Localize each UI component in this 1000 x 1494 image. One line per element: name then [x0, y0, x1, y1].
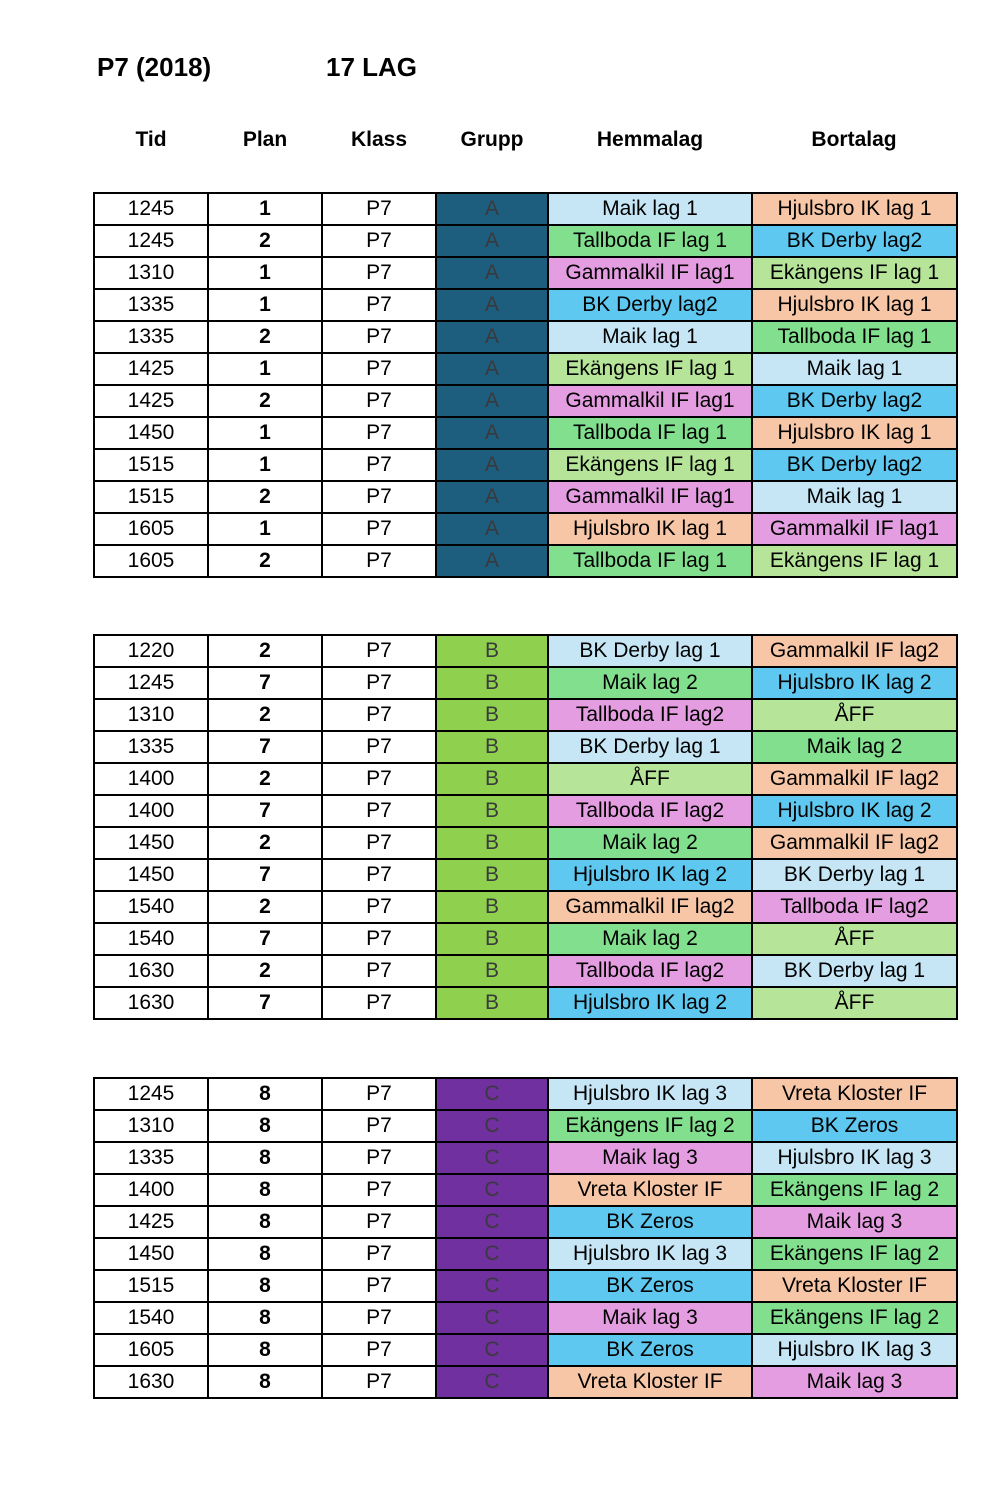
table-row	[94, 545, 957, 577]
cell-tid: 1605	[94, 545, 208, 577]
table-row	[94, 193, 957, 225]
cell-klass: P7	[322, 1078, 436, 1110]
cell-tid: 1515	[94, 449, 208, 481]
cell-hemmalag: Maik lag 2	[548, 827, 752, 859]
cell-bortalag: Tallboda IF lag2	[752, 891, 957, 923]
cell-grupp: B	[436, 891, 548, 923]
cell-hemmalag: Gammalkil IF lag2	[548, 891, 752, 923]
cell-hemmalag: BK Derby lag 1	[548, 731, 752, 763]
cell-hemmalag: Hjulsbro IK lag 1	[548, 513, 752, 545]
cell-tid: 1450	[94, 417, 208, 449]
cell-plan: 2	[208, 225, 322, 257]
cell-klass: P7	[322, 1334, 436, 1366]
cell-bortalag: BK Zeros	[752, 1110, 957, 1142]
cell-plan: 8	[208, 1206, 322, 1238]
table-row	[94, 1238, 957, 1270]
cell-bortalag: ÅFF	[752, 923, 957, 955]
cell-klass: P7	[322, 699, 436, 731]
cell-bortalag: Gammalkil IF lag2	[752, 635, 957, 667]
cell-grupp: C	[436, 1238, 548, 1270]
cell-tid: 1310	[94, 257, 208, 289]
cell-grupp: B	[436, 827, 548, 859]
cell-plan: 2	[208, 385, 322, 417]
cell-bortalag: Gammalkil IF lag1	[752, 513, 957, 545]
cell-tid: 1540	[94, 1302, 208, 1334]
cell-hemmalag: Maik lag 2	[548, 923, 752, 955]
cell-bortalag: Maik lag 1	[752, 353, 957, 385]
cell-hemmalag: Maik lag 1	[548, 321, 752, 353]
cell-plan: 1	[208, 257, 322, 289]
cell-tid: 1425	[94, 1206, 208, 1238]
table-row	[94, 1334, 957, 1366]
cell-plan: 8	[208, 1270, 322, 1302]
cell-grupp: C	[436, 1206, 548, 1238]
cell-grupp: B	[436, 731, 548, 763]
table-row	[94, 923, 957, 955]
cell-plan: 7	[208, 859, 322, 891]
cell-bortalag: Ekängens IF lag 2	[752, 1174, 957, 1206]
cell-tid: 1335	[94, 731, 208, 763]
cell-tid: 1630	[94, 987, 208, 1019]
table-row	[94, 635, 957, 667]
cell-grupp: A	[436, 385, 548, 417]
cell-grupp: C	[436, 1334, 548, 1366]
cell-bortalag: Hjulsbro IK lag 2	[752, 795, 957, 827]
cell-hemmalag: Vreta Kloster IF	[548, 1366, 752, 1398]
table-row	[94, 1078, 957, 1110]
cell-klass: P7	[322, 481, 436, 513]
cell-plan: 8	[208, 1110, 322, 1142]
cell-klass: P7	[322, 1302, 436, 1334]
cell-klass: P7	[322, 795, 436, 827]
cell-plan: 2	[208, 699, 322, 731]
cell-plan: 2	[208, 763, 322, 795]
cell-klass: P7	[322, 891, 436, 923]
cell-bortalag: Hjulsbro IK lag 1	[752, 193, 957, 225]
cell-plan: 1	[208, 353, 322, 385]
cell-grupp: B	[436, 763, 548, 795]
cell-hemmalag: Tallboda IF lag2	[548, 955, 752, 987]
cell-bortalag: BK Derby lag2	[752, 449, 957, 481]
cell-plan: 8	[208, 1174, 322, 1206]
cell-hemmalag: Ekängens IF lag 2	[548, 1110, 752, 1142]
table-row	[94, 1174, 957, 1206]
cell-bortalag: BK Derby lag 1	[752, 859, 957, 891]
cell-grupp: C	[436, 1174, 548, 1206]
cell-bortalag: Gammalkil IF lag2	[752, 827, 957, 859]
table-row	[94, 1110, 957, 1142]
cell-tid: 1630	[94, 955, 208, 987]
cell-plan: 2	[208, 545, 322, 577]
cell-grupp: B	[436, 987, 548, 1019]
cell-hemmalag: Tallboda IF lag 1	[548, 417, 752, 449]
cell-bortalag: BK Derby lag 1	[752, 955, 957, 987]
table-row	[94, 699, 957, 731]
table-row	[94, 763, 957, 795]
cell-bortalag: Hjulsbro IK lag 3	[752, 1334, 957, 1366]
cell-klass: P7	[322, 1238, 436, 1270]
cell-bortalag: Ekängens IF lag 1	[752, 257, 957, 289]
cell-tid: 1630	[94, 1366, 208, 1398]
cell-tid: 1335	[94, 321, 208, 353]
cell-hemmalag: Maik lag 2	[548, 667, 752, 699]
page-title: P7 (2018)	[97, 52, 212, 82]
cell-bortalag: Ekängens IF lag 2	[752, 1238, 957, 1270]
cell-klass: P7	[322, 859, 436, 891]
cell-klass: P7	[322, 225, 436, 257]
cell-hemmalag: Hjulsbro IK lag 3	[548, 1238, 752, 1270]
cell-tid: 1605	[94, 513, 208, 545]
cell-tid: 1425	[94, 353, 208, 385]
table-row	[94, 891, 957, 923]
cell-plan: 1	[208, 449, 322, 481]
cell-hemmalag: BK Zeros	[548, 1206, 752, 1238]
cell-bortalag: Vreta Kloster IF	[752, 1078, 957, 1110]
cell-klass: P7	[322, 955, 436, 987]
cell-plan: 7	[208, 795, 322, 827]
column-header-grupp: Grupp	[460, 128, 524, 151]
cell-plan: 7	[208, 731, 322, 763]
cell-hemmalag: Gammalkil IF lag1	[548, 385, 752, 417]
cell-tid: 1450	[94, 827, 208, 859]
cell-tid: 1310	[94, 1110, 208, 1142]
table-row	[94, 225, 957, 257]
table-row	[94, 289, 957, 321]
table-row	[94, 955, 957, 987]
cell-tid: 1400	[94, 1174, 208, 1206]
cell-tid: 1605	[94, 1334, 208, 1366]
cell-grupp: C	[436, 1078, 548, 1110]
cell-tid: 1450	[94, 859, 208, 891]
cell-grupp: A	[436, 289, 548, 321]
cell-klass: P7	[322, 193, 436, 225]
cell-tid: 1400	[94, 763, 208, 795]
cell-bortalag: Gammalkil IF lag2	[752, 763, 957, 795]
cell-hemmalag: BK Zeros	[548, 1334, 752, 1366]
team-count: 17 LAG	[326, 52, 418, 82]
cell-klass: P7	[322, 353, 436, 385]
cell-klass: P7	[322, 923, 436, 955]
cell-plan: 8	[208, 1334, 322, 1366]
cell-tid: 1335	[94, 1142, 208, 1174]
cell-grupp: C	[436, 1142, 548, 1174]
cell-grupp: C	[436, 1302, 548, 1334]
cell-tid: 1245	[94, 667, 208, 699]
cell-klass: P7	[322, 257, 436, 289]
cell-grupp: A	[436, 321, 548, 353]
table-row	[94, 1302, 957, 1334]
cell-bortalag: Ekängens IF lag 1	[752, 545, 957, 577]
column-header-klass: Klass	[350, 128, 408, 151]
cell-plan: 2	[208, 481, 322, 513]
cell-grupp: C	[436, 1110, 548, 1142]
column-header-hemmalag: Hemmalag	[596, 128, 704, 151]
cell-grupp: C	[436, 1366, 548, 1398]
cell-hemmalag: BK Derby lag 1	[548, 635, 752, 667]
table-row	[94, 481, 957, 513]
cell-plan: 2	[208, 955, 322, 987]
cell-grupp: A	[436, 417, 548, 449]
cell-bortalag: Hjulsbro IK lag 2	[752, 667, 957, 699]
cell-plan: 2	[208, 827, 322, 859]
cell-bortalag: Hjulsbro IK lag 1	[752, 289, 957, 321]
cell-bortalag: Ekängens IF lag 2	[752, 1302, 957, 1334]
cell-tid: 1515	[94, 481, 208, 513]
table-row	[94, 321, 957, 353]
cell-bortalag: Maik lag 3	[752, 1206, 957, 1238]
cell-grupp: B	[436, 955, 548, 987]
column-header-plan: Plan	[242, 128, 288, 151]
cell-tid: 1310	[94, 699, 208, 731]
cell-grupp: A	[436, 353, 548, 385]
cell-hemmalag: ÅFF	[548, 763, 752, 795]
cell-plan: 2	[208, 635, 322, 667]
cell-klass: P7	[322, 417, 436, 449]
table-row	[94, 1366, 957, 1398]
table-row	[94, 827, 957, 859]
cell-grupp: A	[436, 513, 548, 545]
cell-grupp: B	[436, 795, 548, 827]
cell-bortalag: Tallboda IF lag 1	[752, 321, 957, 353]
cell-hemmalag: BK Zeros	[548, 1270, 752, 1302]
cell-hemmalag: Maik lag 3	[548, 1142, 752, 1174]
cell-plan: 8	[208, 1142, 322, 1174]
cell-grupp: A	[436, 257, 548, 289]
cell-tid: 1450	[94, 1238, 208, 1270]
cell-grupp: A	[436, 449, 548, 481]
cell-tid: 1425	[94, 385, 208, 417]
cell-bortalag: Maik lag 2	[752, 731, 957, 763]
column-header-tid: Tid	[135, 128, 167, 151]
cell-hemmalag: Hjulsbro IK lag 3	[548, 1078, 752, 1110]
table-row	[94, 731, 957, 763]
cell-plan: 8	[208, 1302, 322, 1334]
table-row	[94, 385, 957, 417]
cell-klass: P7	[322, 321, 436, 353]
group-c-table	[93, 1077, 958, 1399]
cell-hemmalag: Ekängens IF lag 1	[548, 353, 752, 385]
cell-grupp: B	[436, 667, 548, 699]
cell-tid: 1245	[94, 225, 208, 257]
cell-klass: P7	[322, 635, 436, 667]
cell-hemmalag: Ekängens IF lag 1	[548, 449, 752, 481]
cell-plan: 1	[208, 289, 322, 321]
cell-plan: 2	[208, 321, 322, 353]
cell-klass: P7	[322, 385, 436, 417]
cell-hemmalag: Tallboda IF lag 1	[548, 225, 752, 257]
cell-grupp: A	[436, 225, 548, 257]
cell-klass: P7	[322, 763, 436, 795]
table-row	[94, 1270, 957, 1302]
cell-klass: P7	[322, 1366, 436, 1398]
cell-klass: P7	[322, 1110, 436, 1142]
cell-klass: P7	[322, 667, 436, 699]
cell-grupp: B	[436, 859, 548, 891]
cell-grupp: B	[436, 635, 548, 667]
cell-plan: 8	[208, 1078, 322, 1110]
cell-klass: P7	[322, 289, 436, 321]
cell-hemmalag: Tallboda IF lag2	[548, 795, 752, 827]
cell-hemmalag: Vreta Kloster IF	[548, 1174, 752, 1206]
cell-hemmalag: Hjulsbro IK lag 2	[548, 859, 752, 891]
cell-hemmalag: BK Derby lag2	[548, 289, 752, 321]
cell-tid: 1335	[94, 289, 208, 321]
table-row	[94, 987, 957, 1019]
cell-klass: P7	[322, 827, 436, 859]
cell-hemmalag: Maik lag 1	[548, 193, 752, 225]
cell-bortalag: BK Derby lag2	[752, 385, 957, 417]
cell-plan: 1	[208, 193, 322, 225]
cell-plan: 7	[208, 923, 322, 955]
table-row	[94, 795, 957, 827]
table-row	[94, 667, 957, 699]
table-row	[94, 1142, 957, 1174]
cell-tid: 1245	[94, 193, 208, 225]
cell-bortalag: Maik lag 3	[752, 1366, 957, 1398]
cell-hemmalag: Gammalkil IF lag1	[548, 257, 752, 289]
table-row	[94, 513, 957, 545]
cell-klass: P7	[322, 545, 436, 577]
cell-tid: 1220	[94, 635, 208, 667]
group-a-table	[93, 192, 958, 578]
cell-klass: P7	[322, 1270, 436, 1302]
cell-klass: P7	[322, 987, 436, 1019]
cell-plan: 8	[208, 1238, 322, 1270]
cell-plan: 2	[208, 891, 322, 923]
cell-klass: P7	[322, 1174, 436, 1206]
column-header-bortalag: Bortalag	[811, 128, 897, 151]
cell-grupp: B	[436, 699, 548, 731]
cell-grupp: A	[436, 545, 548, 577]
cell-plan: 8	[208, 1366, 322, 1398]
cell-plan: 1	[208, 513, 322, 545]
column-header-row	[94, 128, 956, 158]
cell-bortalag: Maik lag 1	[752, 481, 957, 513]
cell-grupp: C	[436, 1270, 548, 1302]
cell-plan: 1	[208, 417, 322, 449]
cell-bortalag: Hjulsbro IK lag 1	[752, 417, 957, 449]
cell-plan: 7	[208, 987, 322, 1019]
cell-klass: P7	[322, 731, 436, 763]
cell-klass: P7	[322, 449, 436, 481]
table-row	[94, 257, 957, 289]
cell-tid: 1540	[94, 923, 208, 955]
table-row	[94, 859, 957, 891]
cell-tid: 1540	[94, 891, 208, 923]
cell-grupp: A	[436, 193, 548, 225]
cell-klass: P7	[322, 1142, 436, 1174]
table-row	[94, 353, 957, 385]
table-row	[94, 417, 957, 449]
cell-klass: P7	[322, 1206, 436, 1238]
cell-tid: 1400	[94, 795, 208, 827]
table-row	[94, 449, 957, 481]
cell-klass: P7	[322, 513, 436, 545]
cell-bortalag: BK Derby lag2	[752, 225, 957, 257]
cell-hemmalag: Tallboda IF lag 1	[548, 545, 752, 577]
group-b-table	[93, 634, 958, 1020]
cell-hemmalag: Maik lag 3	[548, 1302, 752, 1334]
cell-bortalag: ÅFF	[752, 699, 957, 731]
cell-grupp: A	[436, 481, 548, 513]
cell-bortalag: Hjulsbro IK lag 3	[752, 1142, 957, 1174]
cell-grupp: B	[436, 923, 548, 955]
cell-bortalag: Vreta Kloster IF	[752, 1270, 957, 1302]
cell-tid: 1515	[94, 1270, 208, 1302]
cell-plan: 7	[208, 667, 322, 699]
cell-hemmalag: Hjulsbro IK lag 2	[548, 987, 752, 1019]
cell-hemmalag: Tallboda IF lag2	[548, 699, 752, 731]
cell-bortalag: ÅFF	[752, 987, 957, 1019]
cell-hemmalag: Gammalkil IF lag1	[548, 481, 752, 513]
table-row	[94, 1206, 957, 1238]
cell-tid: 1245	[94, 1078, 208, 1110]
